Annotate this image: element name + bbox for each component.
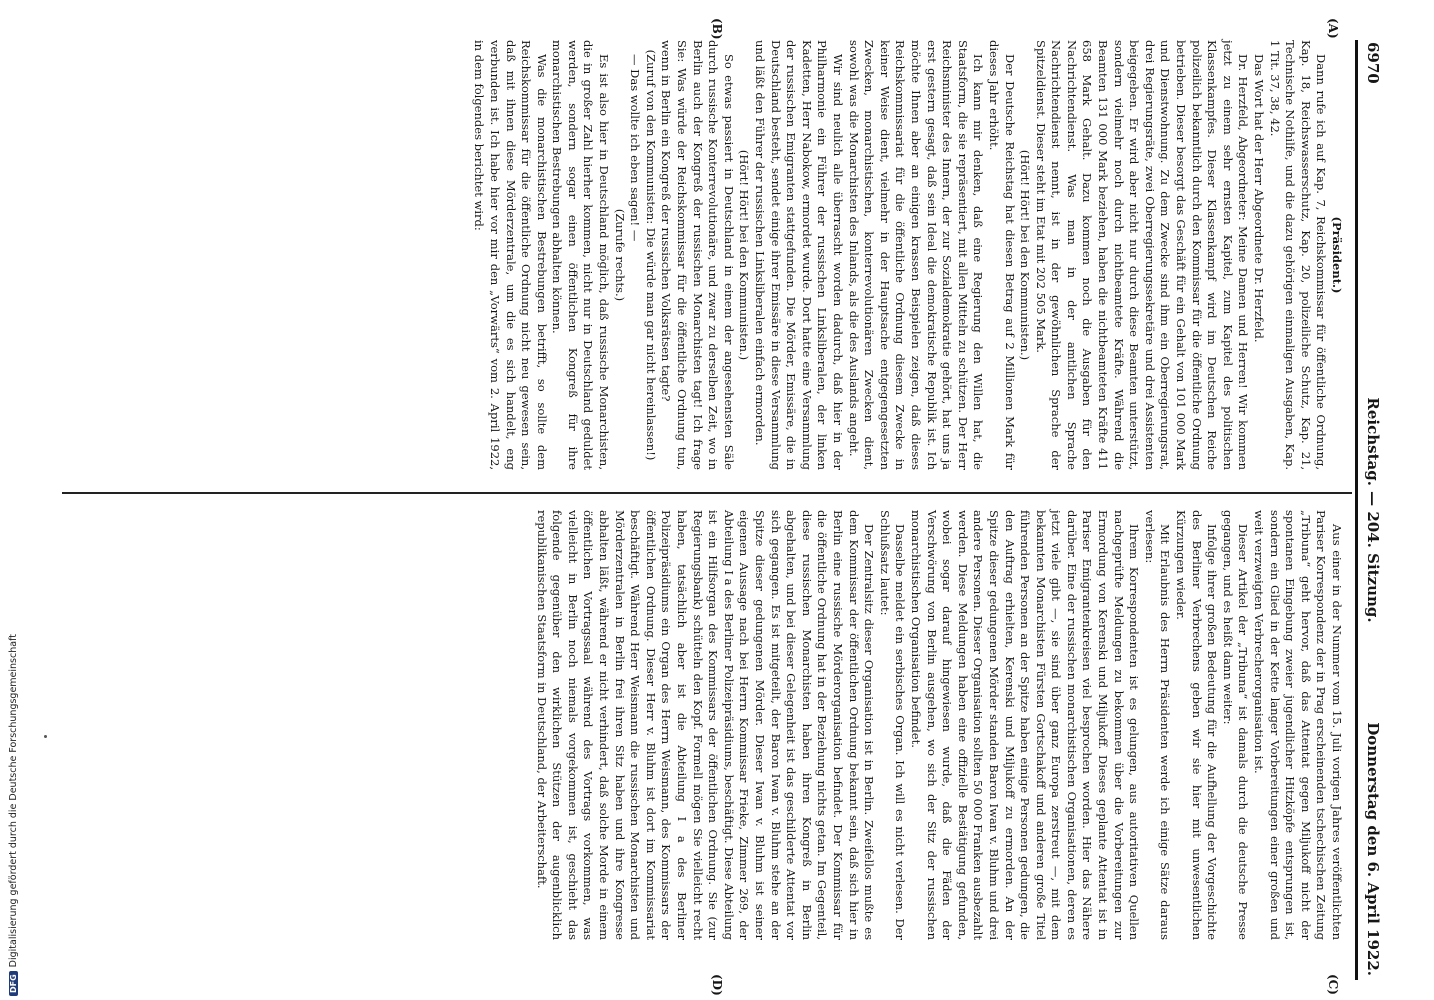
speaker-note: (Präsident.) — [1330, 216, 1344, 294]
paragraph: Was die monarchistischen Bestrebungen betrifft, so sollte dem Reichskommissar für die öffentliche Ordnung nicht neu gewesen sein, daß mit ihnen diese Mörderzentrale, um die es sich handelt, eng verbunden ist. Ich habe hier vor mir den „Vorwärts“ vom 2. April 1922, in dem folgendes berichtet wird: — [472, 40, 549, 470]
interjection: (Zurufe rechts.) — [612, 208, 627, 302]
quoted-paragraph: Infolge ihrer großen Bedeutung für die Aufhellung der Vorgeschichte des Berliner Verbrechens geben wir sie hier mit unwesentlichen Kürzungen wieder. — [1174, 510, 1220, 940]
session-date: Donnerstag den 6. April 1922. — [1364, 722, 1382, 976]
paragraph: So etwas passiert in Deutschland in einem der angesehensten Säle durch russische Konterrevolutionäre, und zwar zu derselben Zeit, wo in Berlin auch der Kongreß der russischen Monarchisten tagt! Ich frage Sie: Was würde der Reichskommissar für die öffentliche Ordnung tun, wenn in Berlin ein Kongreß der russischen Volksrätsen tagte? — [659, 40, 736, 470]
margin-mark-b: (B) — [710, 18, 724, 40]
paragraph: Der Deutsche Reichstag hat diesen Betrag auf 2 Millionen Mark für dieses Jahr erhöht. — [986, 40, 1017, 470]
margin-mark-c: (C) — [1326, 974, 1340, 995]
session-title: Reichstag. — 204. Sitzung. — [1364, 397, 1382, 623]
margin-mark-a: (A) — [1326, 18, 1340, 39]
paragraph: Dieser Artikel der „Tribuna“ ist damals durch die deutsche Presse gegangen, und es heißt dann weiter: — [1220, 510, 1251, 940]
dfg-logo: DFG — [9, 971, 18, 996]
interjection: (Hört! Hört! bei den Kommunisten.) — [1018, 149, 1033, 361]
paragraph: Wir sind neulich alle überrascht worden dadurch, daß hier in der Philharmonie ein Führer der russischen Linksliberalen, der linken Kadetten, Herr Nabokow, ermordet wurde. Dort hatte eine Versammlung der russischen Emigranten stattgefunden. Die Mörder, Emissäre, die in Deutschland besteht, sendet einige ihrer Emissäre in diese Versammlung und läßt den Führer der russischen Linksliberalen einfach ermorden. — [753, 40, 845, 470]
paragraph: Dann rufe ich auf Kap. 7, Reichskommissar für öffentliche Ordnung, Kap. 18, Reichswasserschutz, Kap. 20, polizeiliche Schutz, Kap. 21, Technische Nothilfe, und die dazu gehörigen einmaligen Ausgaben, Kap. 1 Tit. 37, 38, 42. — [1267, 40, 1329, 470]
digitization-credit — [8, 634, 19, 996]
paragraph: — Das wollte ich eben sagen! — — [628, 54, 643, 242]
paragraph: Es ist also hier in Deutschland möglich, daß russische Monarchisten, die in großer Zahl hierher kommen, nicht nur in Deutschland geduldet werden, sondern sogar einen öffentlichen Kongreß für ihre monarchistischen Bestrebungen abhalten können. — [550, 40, 612, 470]
paragraph: Dasselbe meldet ein serbisches Organ. Ich will es nicht verlesen. Der Schlußsatz lautet: — [877, 510, 908, 940]
paragraph: Der Zentralsitz dieser Organisation ist in Berlin. Zweifellos mußte es dem Kommissar der öffentlichen Ordnung bekannt sein, daß sich hier in Berlin eine russische Mörderorganisation befindet. Der Kommissar für die öffentliche Ordnung hat in der Beziehung nichts getan. Im Gegenteil, diese russischen Monarchisten haben ihren Kongreß in Berlin abgehalten, und bei dieser Gelegenheit ist das geschilderte Attentat vor sich gegangen. Es ist mitgeteilt, der Baron Iwan v. Bluhm stehe an der Spitze dieser gedungenen Mörder. Dieser Iwan v. Bluhm ist seiner eigenen Aussage nach bei Herrn Kommissar Frieke, Zimmer 269, der Abteilung I a des Berliner Polizeipräsidiums, beschäftigt. Diese Abteilung ist ein Hilfsorgan des Kommissars der öffentlichen Ordnung. Sie (zur Regierungsbank) schütteln den Kopf. Formell mögen Sie vielleicht recht haben, tatsächlich aber ist die Abteilung I a des Berliner Polizeipräsidiums ein Organ des Herrn Weismann, des Kommissars der öffentlichen Ordnung. Dieser Herr v. Bluhm ist dort im Kommissariat beschäftigt. Während Herr Weismann die russischen Monarchisten und Mörderzentralen in Berlin frei ihren Sitz haben und ihre Kongresse abhalten läßt, während er nicht verhindert, daß solche Morde in einem öffentlichen Vortragssaal während des Vortrags vorkommen, was vielleicht in Berlin noch niemals vorgekommen ist, geschieht das folgende gegenüber den wirklichen Stützen der augenblicklich republikanischen Staatsform in Deutschland, der Arbeiterschaft. — [534, 510, 877, 940]
paragraph: Ich kann mir denken, daß eine Regierung den Willen hat, die Staatsform, die sie repräsentiert, mit allen Mitteln zu schützen. Der Herr Reichsminister des Innern, der zur Sozialdemokratie gehört, hat uns ja erst gestern gesagt, daß sein Ideal die demokratische Republik ist. Ich möchte Ihnen aber an einigen krassen Beispielen zeigen, daß dieses Reichskommissariat für die öffentliche Ordnung diesem Zwecke in keiner Weise dient, vielmehr in der Hauptsache entgegengesetzten Zwecken, monarchistischen, konterrevolutionären Zwecken dient, sowohl was die Monarchisten des Inlands, als die des Auslands angeht. — [846, 40, 986, 470]
text-column-left — [471, 40, 1344, 470]
text-column-right — [533, 510, 1344, 940]
rotated-document-page — [54, 18, 1384, 996]
scan-speck — [44, 735, 47, 738]
paragraph: Das Wort hat der Herr Abgeordnete Dr. Herzfeld. — [1252, 54, 1267, 343]
quoted-paragraph: Aus einer in der Nummer vom 15. Juli vorigen Jahres veröffentlichten Pariser Korrespondenz der in Prag erscheinenden tschechischen Zeitung „Tribuna“ geht hervor, daß das Attentat gegen Miljukoff nicht der spontanen Eingebung zweier jugendlicher Hitzköpfe entsprungen ist, sondern ein Glied in der Kette langer Vorbereitungen einer großen und weit verzweigten Verbrecherorganisation ist. — [1252, 510, 1344, 940]
interjection: (Hört! Hört! bei den Kommunisten.) — [737, 149, 752, 361]
paragraph: Dr. Herzfeld, Abgeordneter: Meine Damen und Herren! Wir kommen jetzt zu einem sehr ernsten Kapitel, zum Kapitel des politischen Klassenkampfes. Dieser Klassenkampf wird im Deutschen Reiche polizeilich bekanntlich durch den Kommissar für die öffentliche Ordnung betrieben. Dieser besorgt das Geschäft für ein Gehalt von 101 000 Mark und Dienstwohnung. Zu dem Zwecke sind ihm ein Oberregierungsrat, drei Regierungsräte, zwei Oberregierungssekretäre und drei Assistenten beigegeben. Er wird aber nicht nur durch diese Beamten unterstützt, sondern vielmehr noch durch nichtbeamtete Kräfte. Während die Beamten 131 000 Mark beziehen, haben die nichtbeamteten Kräfte 411 658 Mark Gehalt. Dazu kommen noch die Ausgaben für den Nachrichtendienst. Was man in der amtlichen Sprache Nachrichtendienst nennt, ist in der gewöhnlichen Sprache der Spitzeldienst. Dieser steht im Etat mit 202 505 Mark. — [1033, 40, 1251, 470]
page-number: 6970 — [1364, 42, 1382, 84]
interjection: (Zuruf von den Kommunisten: Die würde man gar nicht hereinlassen!) — [643, 49, 658, 461]
credit-text: Digitalisierung gefördert durch die Deutsche Forschungsgemeinschaft — [8, 634, 19, 968]
quoted-paragraph: Ihrem Korrespondenten ist es gelungen, aus autoritativen Quellen nachgeprüfte Meldungen zu bekommen über die Vorbereitungen zur Ermordung von Kerenski und Miljukoff. Dieses geplante Attentat ist in Pariser Emigrantenkreisen viel besprochen worden. Hier das Nähere darüber. Eine der russischen monarchistischen Organisationen, deren es jetzt viele gibt —, sie sind über ganz Europa zerstreut —, mit dem bekannten Monarchisten Fürsten Gortschakoff und anderen große Titel führenden Personen an der Spitze haben einige Personen gedungen, die den Auftrag erhielten, Kerenski und Miljukoff zu ermorden. An der Spitze dieser gedungenen Mörder standen Baron Iwan v. Bluhm und drei andere Personen. Dieser Organisation sollten 50 000 Franken ausbezahlt werden. Diese Meldungen haben eine offizielle Bestätigung gefunden, wobei sogar darauf hingewiesen wurde, daß die Fäden der Verschwörung von Berlin ausgehen, wo sich der Sitz der russischen monarchistischen Organisation befindet. — [908, 510, 1142, 940]
paragraph: Mit Erlaubnis des Herrn Präsidenten werde ich einige Sätze daraus verlesen: — [1142, 510, 1173, 940]
column-divider — [62, 492, 1352, 494]
margin-mark-d: (D) — [710, 974, 724, 996]
running-header — [1355, 40, 1384, 980]
